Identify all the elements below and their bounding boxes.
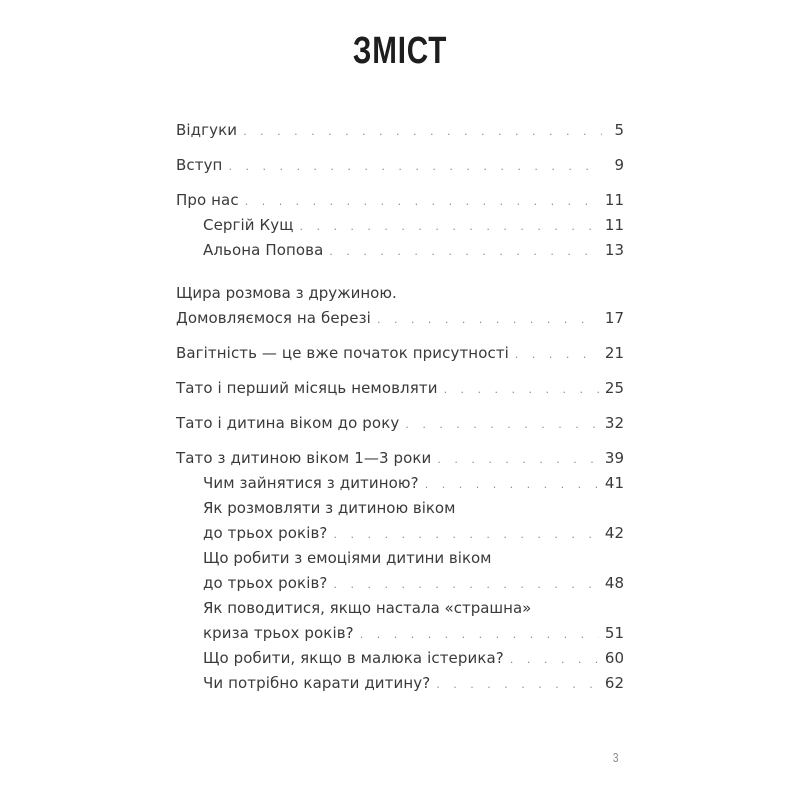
toc-entry (176, 376, 624, 401)
toc-page-number: 41 (604, 474, 624, 492)
toc-page-number: 32 (604, 414, 624, 432)
dot-leader (377, 307, 599, 332)
toc-page-number: 62 (604, 674, 624, 692)
toc-page-number: 9 (614, 156, 624, 174)
toc-entry-label-line2: до трьох років? (203, 574, 328, 592)
toc-entry-label-line1: Щира розмова з дружиною. (176, 284, 397, 302)
toc-entry (176, 188, 624, 213)
toc-page-number: 39 (604, 449, 624, 467)
toc-subentry (176, 471, 624, 496)
toc-entry (176, 341, 624, 366)
page-title: ЗМІСТ (352, 30, 448, 72)
toc-entry-label: Вступ (176, 156, 223, 174)
toc-page-number: 51 (604, 624, 624, 642)
toc-entry (176, 153, 624, 178)
dot-leader (425, 472, 599, 497)
dot-leader (329, 239, 598, 264)
toc-subentry (176, 596, 624, 646)
dot-leader (515, 342, 599, 367)
dot-leader (243, 119, 602, 144)
toc-entry (176, 446, 624, 471)
dot-leader (510, 647, 599, 672)
toc-entry-label: Тато і перший місяць немовляти (176, 379, 438, 397)
toc-entry-label-line1: Що робити з емоціями дитини віком (203, 549, 492, 567)
toc-page-number: 5 (614, 121, 624, 139)
toc-entry (176, 281, 624, 331)
toc-page-number: 25 (604, 379, 624, 397)
toc-entry-label-line1: Як поводитися, якщо настала «страшна» (203, 599, 532, 617)
table-of-contents (176, 118, 624, 696)
dot-leader (333, 522, 598, 547)
toc-entry-label: Тато з дитиною віком 1—3 роки (176, 449, 432, 467)
toc-subentry (176, 671, 624, 696)
toc-subentry (176, 213, 624, 238)
toc-entry-label: Сергій Кущ (203, 216, 294, 234)
toc-entry-label: Альона Попова (203, 241, 324, 259)
dot-leader (444, 377, 599, 402)
toc-entry-label: Відгуки (176, 121, 238, 139)
toc-entry-label: Що робити, якщо в малюка істерика? (203, 649, 504, 667)
toc-entry-label: Про нас (176, 191, 239, 209)
toc-page-number: 60 (604, 649, 624, 667)
dot-leader (228, 154, 602, 179)
toc-entry-label-line2: Домовляємося на березі (176, 309, 371, 327)
toc-entry-label-line2: до трьох років? (203, 524, 328, 542)
toc-entry-label-line2: криза трьох років? (203, 624, 354, 642)
toc-entry-label: Вагітність — це вже початок присутності (176, 344, 509, 362)
toc-entry-label: Чим зайнятися з дитиною? (203, 474, 419, 492)
toc-subentry (176, 238, 624, 263)
toc-entry-label: Тато і дитина віком до року (176, 414, 400, 432)
dot-leader (360, 622, 599, 647)
toc-entry-label-line1: Як розмовляти з дитиною віком (203, 499, 456, 517)
toc-page-number: 13 (604, 241, 624, 259)
dot-leader (436, 672, 599, 697)
toc-subentry (176, 646, 624, 671)
toc-page-number: 48 (604, 574, 624, 592)
toc-page-number: 17 (604, 309, 624, 327)
dot-leader (333, 572, 598, 597)
toc-subentry (176, 496, 624, 546)
toc-entry (176, 411, 624, 436)
toc-page-number: 21 (604, 344, 624, 362)
dot-leader (437, 447, 599, 472)
toc-subentry (176, 546, 624, 596)
dot-leader (245, 189, 599, 214)
page-number-footer: 3 (612, 750, 619, 765)
toc-page-number: 11 (604, 191, 624, 209)
dot-leader (405, 412, 599, 437)
toc-entry-label: Чи потрібно карати дитину? (203, 674, 431, 692)
dot-leader (299, 214, 598, 239)
toc-entry (176, 118, 624, 143)
toc-page-number: 11 (604, 216, 624, 234)
toc-page-number: 42 (604, 524, 624, 542)
